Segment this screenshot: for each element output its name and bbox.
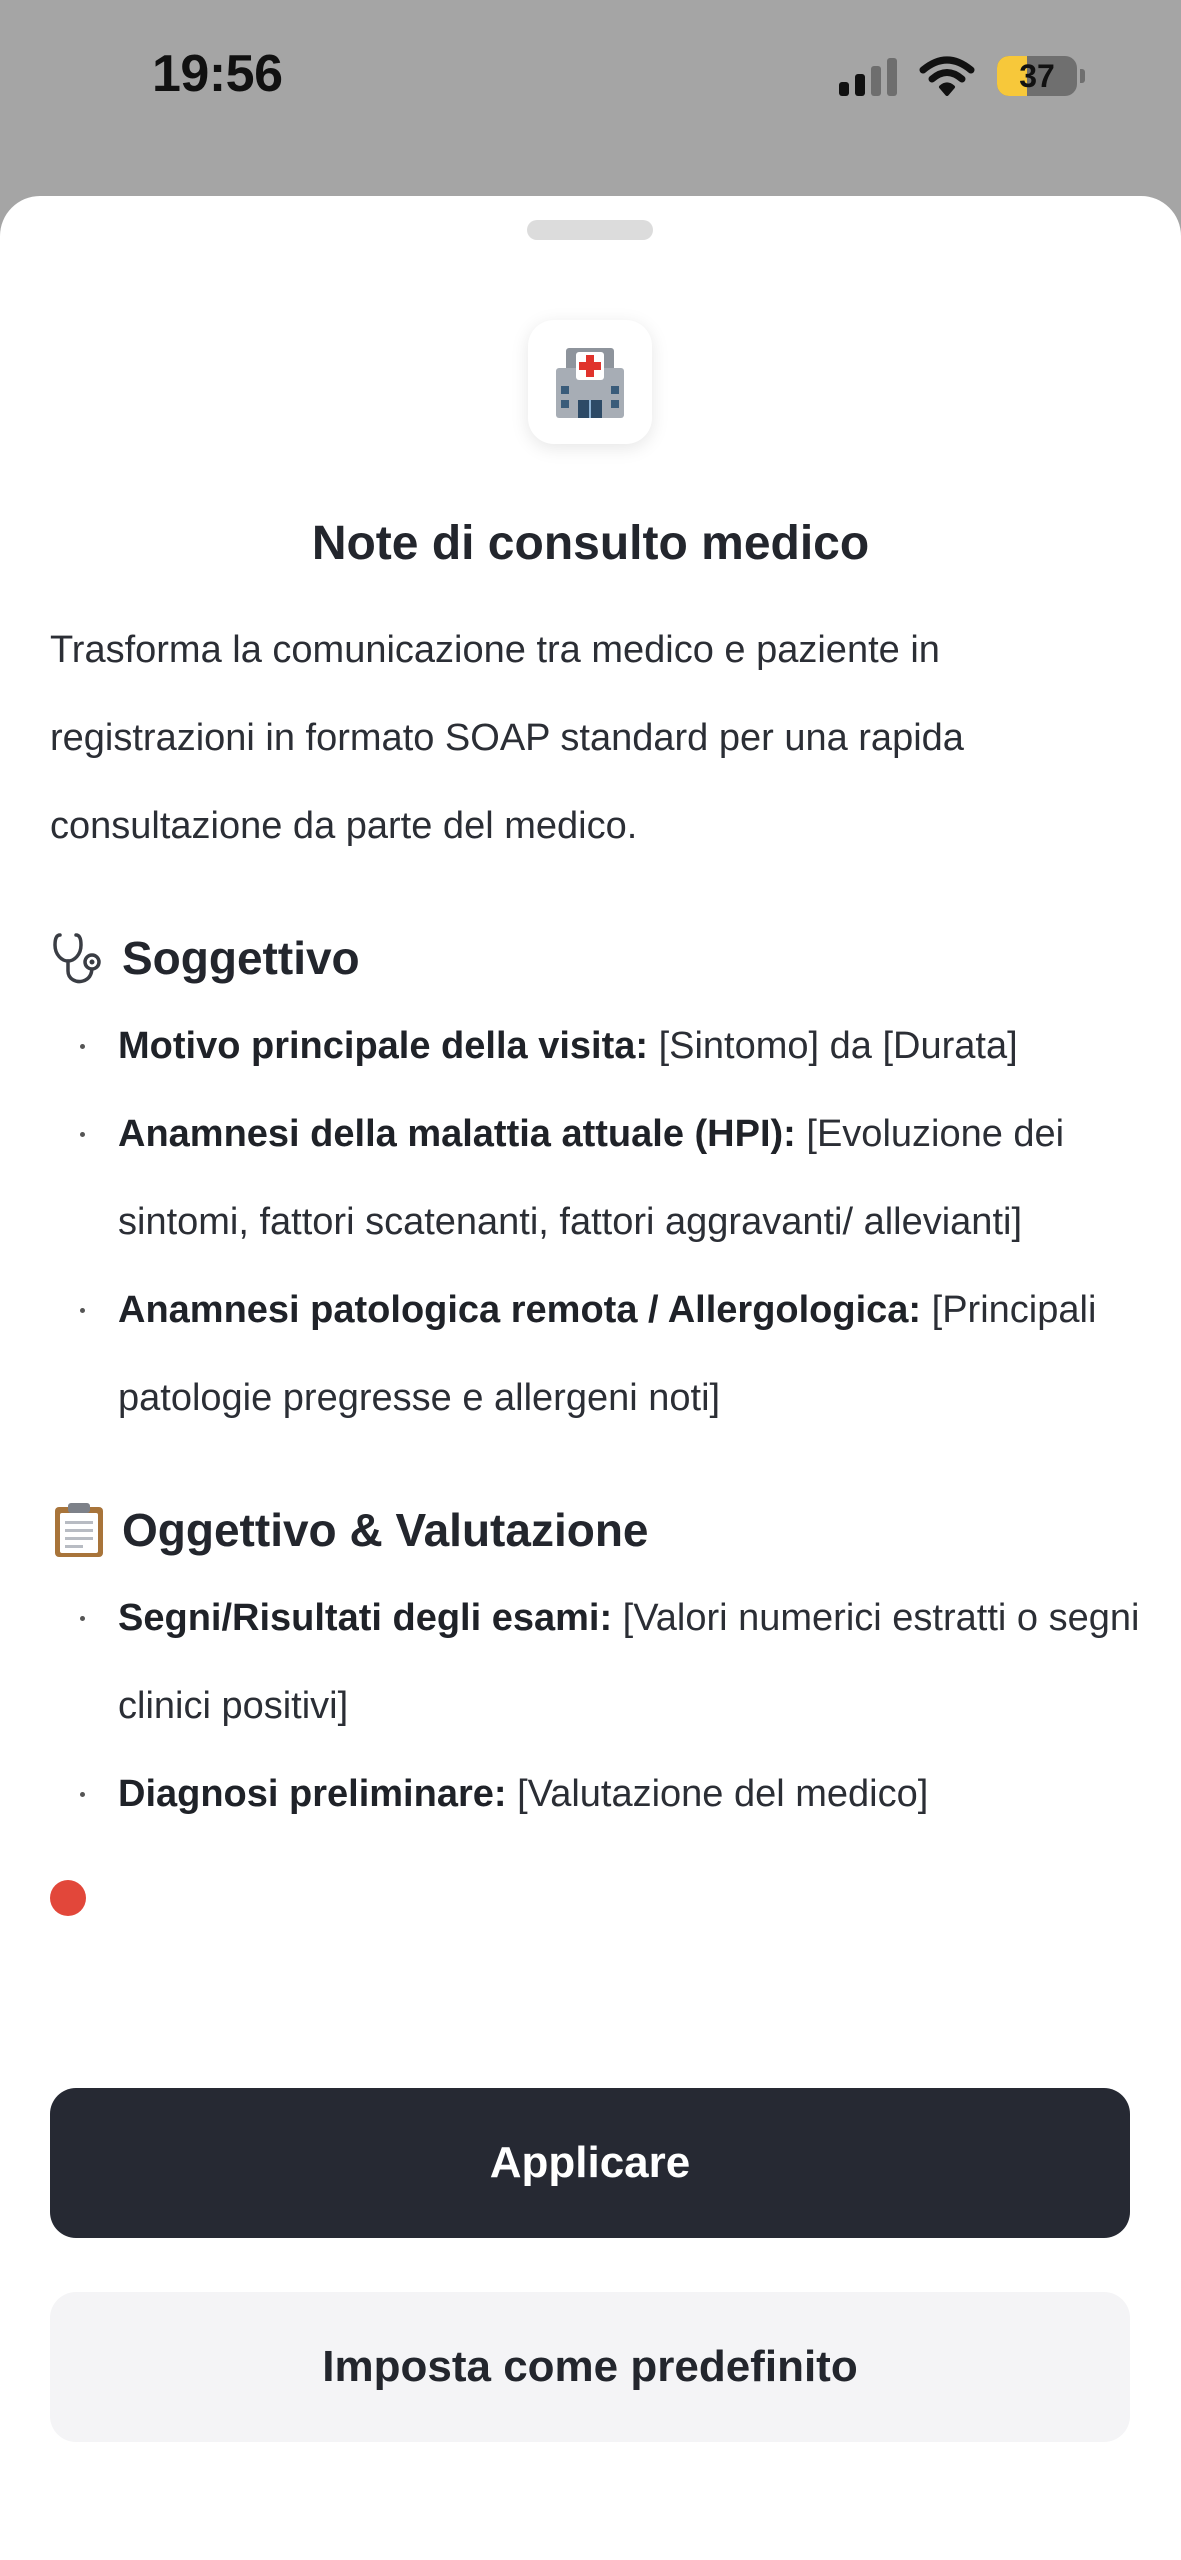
list-item xyxy=(50,1574,1140,1750)
item-text: [Valori numerici estratti o segni clinici positivi] xyxy=(118,1597,1140,1727)
section-soggettivo xyxy=(50,914,1140,1442)
section-items xyxy=(50,1574,1140,1838)
status-time: 19:56 xyxy=(152,45,283,103)
list-item xyxy=(50,1002,1140,1090)
section-heading-text: Soggettivo xyxy=(122,932,360,984)
next-section-icon xyxy=(50,1880,86,1916)
cellular-signal-icon xyxy=(839,56,897,96)
template-content[interactable] xyxy=(50,606,1140,2252)
stethoscope-icon xyxy=(50,929,108,987)
hospital-icon xyxy=(528,320,652,444)
section-oggettivo-valutazione xyxy=(50,1486,1140,1838)
list-item xyxy=(50,1090,1140,1266)
section-heading xyxy=(50,914,1140,1002)
wifi-icon xyxy=(919,56,975,96)
set-default-button[interactable]: Imposta come predefinito xyxy=(50,2292,1130,2442)
item-text: [Sintomo] da [Durata] xyxy=(648,1025,1018,1067)
apply-button[interactable]: Applicare xyxy=(50,2088,1130,2238)
item-label: Motivo principale della visita: xyxy=(118,1025,649,1067)
section-items xyxy=(50,1002,1140,1442)
template-detail-sheet xyxy=(0,196,1181,2560)
item-text: [Valutazione del medico] xyxy=(506,1773,929,1815)
item-label: Anamnesi della malattia attuale (HPI): xyxy=(118,1113,796,1155)
sheet-grabber[interactable] xyxy=(527,220,653,240)
section-heading-text: Oggettivo & Valutazione xyxy=(122,1504,649,1556)
list-item xyxy=(50,1750,1140,1838)
battery-icon xyxy=(997,56,1085,96)
template-description: Trasforma la comunicazione tra medico e paziente in registrazioni in formato SOAP standard per una rapida consultazione da parte del medico. xyxy=(50,629,964,847)
sheet-title: Note di consulto medico xyxy=(311,517,870,570)
item-label: Anamnesi patologica remota / Allergologica: xyxy=(118,1289,922,1331)
item-label: Diagnosi preliminare: xyxy=(118,1773,507,1815)
list-item xyxy=(50,1266,1140,1442)
section-heading xyxy=(50,1486,1140,1574)
item-text: [Principali patologie pregresse e allergeni noti] xyxy=(118,1289,1097,1419)
item-label: Segni/Risultati degli esami: xyxy=(118,1597,613,1639)
status-bar xyxy=(0,0,1181,160)
clipboard-icon xyxy=(50,1501,108,1559)
status-icons xyxy=(839,56,1085,96)
battery-level: 37 xyxy=(1019,57,1055,94)
item-text: [Evoluzione dei sintomi, fattori scatenanti, fattori aggravanti/ allevianti] xyxy=(118,1113,1065,1243)
